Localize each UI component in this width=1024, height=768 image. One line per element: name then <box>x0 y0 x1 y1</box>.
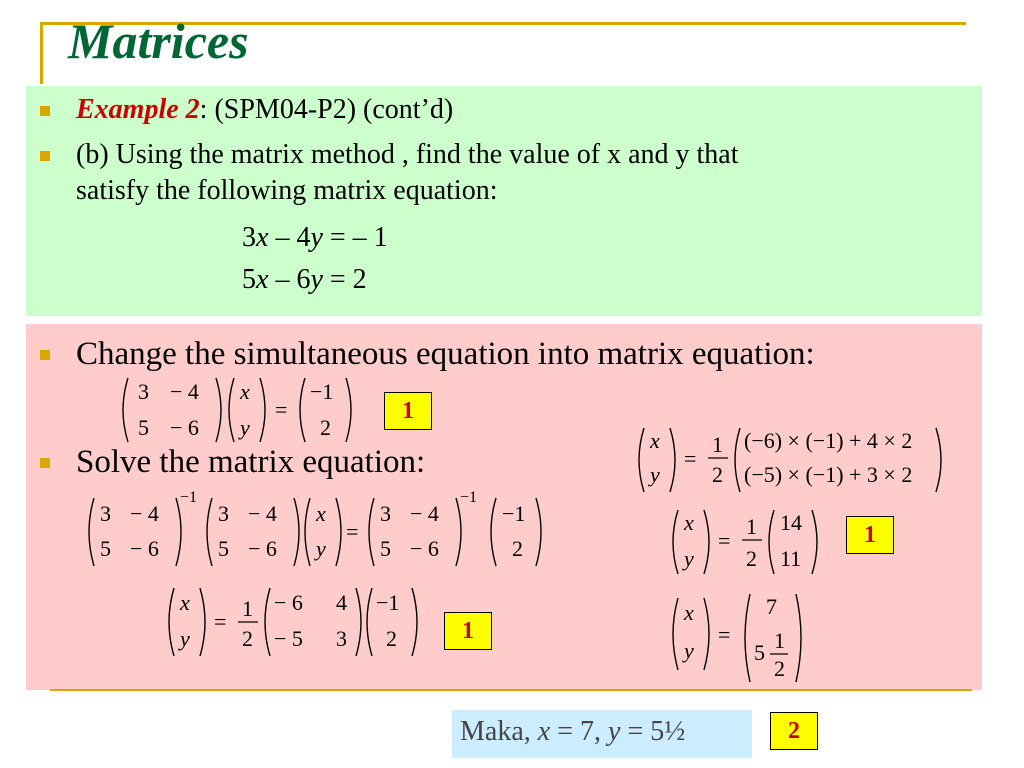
svg-text:y: y <box>316 536 326 561</box>
step-1-text: Change the simultaneous equation into matrix equation: <box>76 336 815 372</box>
svg-text:1: 1 <box>712 432 723 457</box>
svg-text:5: 5 <box>218 536 229 561</box>
svg-text:2: 2 <box>242 626 253 651</box>
svg-text:− 4: − 4 <box>410 501 439 526</box>
svg-text:=: = <box>214 609 227 634</box>
svg-text:− 6: − 6 <box>410 536 439 561</box>
svg-text:3: 3 <box>380 501 391 526</box>
svg-text:4: 4 <box>336 590 347 615</box>
svg-text:−1: −1 <box>376 590 400 615</box>
svg-text:x: x <box>240 379 250 404</box>
svg-text:y: y <box>180 626 190 651</box>
svg-text:− 5: − 5 <box>274 626 303 651</box>
svg-text:− 6: − 6 <box>170 415 199 440</box>
svg-text:− 4: − 4 <box>130 501 159 526</box>
svg-text:1: 1 <box>242 596 253 621</box>
title-frame-vertical <box>40 22 43 84</box>
example-heading <box>76 94 453 126</box>
question-line-2: satisfy the following matrix equation: <box>76 175 498 206</box>
svg-text:y: y <box>240 415 250 440</box>
svg-text:−1: −1 <box>502 501 526 526</box>
bullet-marker <box>40 106 50 116</box>
svg-text:− 6: − 6 <box>248 536 277 561</box>
bottom-rule <box>50 689 972 691</box>
svg-text:2: 2 <box>712 462 723 487</box>
svg-text:5: 5 <box>100 536 111 561</box>
bullet-marker <box>40 458 50 468</box>
conclusion-text: Maka, x = 7, y = 5½ <box>460 716 686 747</box>
svg-text:x: x <box>650 428 660 453</box>
svg-text:2: 2 <box>774 656 785 681</box>
svg-text:1: 1 <box>774 628 785 653</box>
svg-text:=: = <box>346 519 359 544</box>
equation-2: 5x – 6y = 2 <box>242 264 367 295</box>
svg-text:− 4: − 4 <box>170 379 199 404</box>
svg-text:2: 2 <box>746 546 757 571</box>
svg-text:3: 3 <box>100 501 111 526</box>
svg-text:=: = <box>718 622 731 647</box>
matrix-equation-intermediate <box>666 506 836 582</box>
svg-text:=: = <box>718 528 731 553</box>
mark-box: 1 <box>846 516 894 554</box>
example-label: Example 2 <box>76 94 200 125</box>
svg-text:3: 3 <box>138 379 149 404</box>
mark-box: 1 <box>384 392 432 430</box>
svg-text:y: y <box>650 462 660 487</box>
svg-text:5: 5 <box>138 415 149 440</box>
matrix-equation-adjugate <box>160 584 430 664</box>
svg-text:1: 1 <box>746 514 757 539</box>
svg-text:2: 2 <box>386 626 397 651</box>
svg-text:− 6: − 6 <box>274 590 303 615</box>
svg-text:y: y <box>684 546 694 571</box>
question-line-1: (b) Using the matrix method , find the value of x and y that <box>76 139 739 170</box>
svg-text:x: x <box>684 600 694 625</box>
svg-text:7: 7 <box>766 594 777 619</box>
svg-text:11: 11 <box>780 546 802 571</box>
page-title: Matrices <box>68 13 249 69</box>
svg-text:(−5) × (−1) + 3 × 2: (−5) × (−1) + 3 × 2 <box>744 462 913 487</box>
step-2-text: Solve the matrix equation: <box>76 444 426 480</box>
svg-text:2: 2 <box>320 415 331 440</box>
svg-text:=: = <box>684 446 697 471</box>
svg-text:− 6: − 6 <box>130 536 159 561</box>
svg-text:14: 14 <box>780 510 802 535</box>
equation-1: 3x – 4y = – 1 <box>242 222 388 253</box>
bullet-marker <box>40 350 50 360</box>
example-reference: : (SPM04-P2) (cont’d) <box>199 94 454 125</box>
svg-text:=: = <box>275 397 288 422</box>
svg-text:−1: −1 <box>180 489 198 506</box>
svg-text:−1: −1 <box>460 489 478 506</box>
matrix-equation-result <box>666 590 816 686</box>
mark-box: 2 <box>770 712 818 750</box>
svg-text:x: x <box>316 501 326 526</box>
bullet-marker <box>40 151 50 161</box>
matrix-equation-products <box>632 424 952 500</box>
svg-text:x: x <box>684 510 694 535</box>
matrix-equation-step1 <box>110 372 360 448</box>
mark-box: 1 <box>444 612 492 650</box>
svg-text:−1: −1 <box>310 379 334 404</box>
svg-text:5: 5 <box>380 536 391 561</box>
svg-text:3: 3 <box>336 626 347 651</box>
svg-text:2: 2 <box>512 536 523 561</box>
svg-text:x: x <box>180 590 190 615</box>
svg-text:5: 5 <box>754 640 765 665</box>
svg-text:− 4: − 4 <box>248 501 277 526</box>
matrix-equation-inverse <box>80 486 550 572</box>
svg-text:3: 3 <box>218 501 229 526</box>
svg-text:(−6) × (−1) + 4 × 2: (−6) × (−1) + 4 × 2 <box>744 428 913 453</box>
svg-text:y: y <box>684 638 694 663</box>
